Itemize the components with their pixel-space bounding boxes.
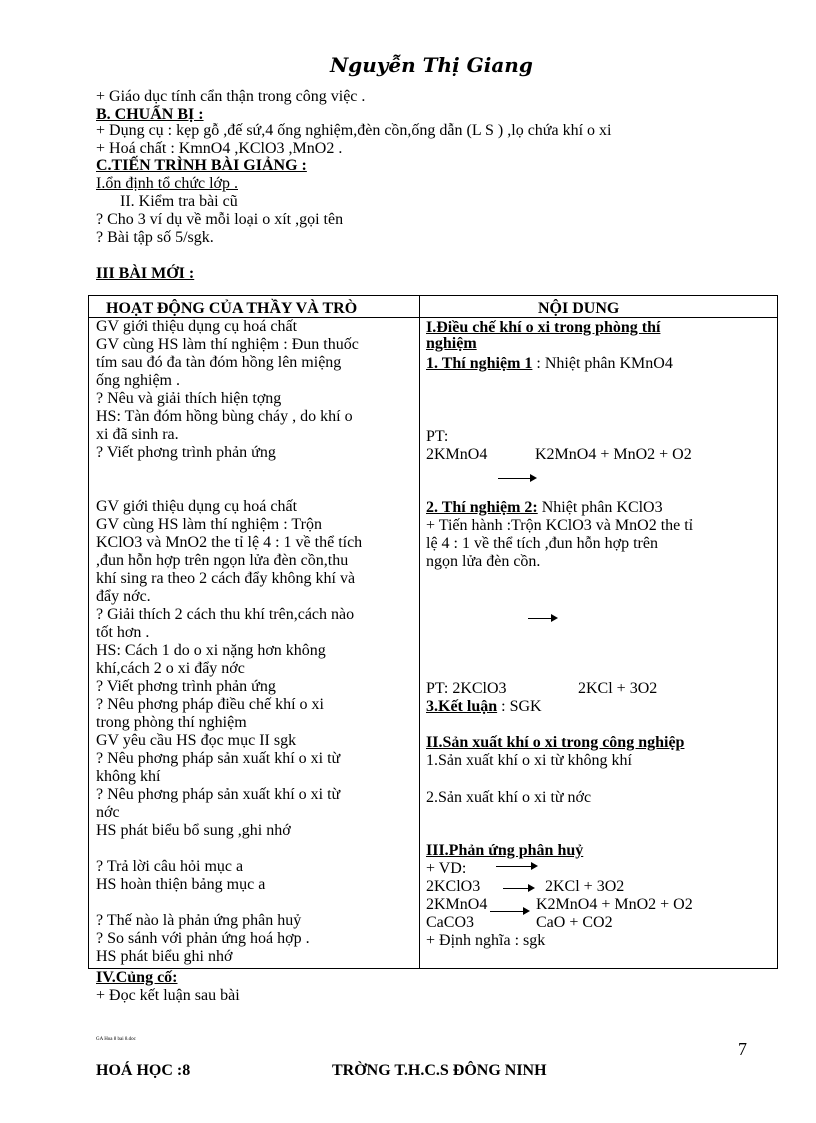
sec3-title: III.Phản ứng phân huỷ [426, 842, 584, 859]
left-line: HS: Tàn đóm hồng bùng cháy , do khí o [96, 408, 353, 425]
left-line: ? Viết phơng trình phản ứng [96, 678, 276, 695]
review-line: + Đọc kết luận sau bài [96, 987, 240, 1004]
reaction-2-right: K2MnO4 + MnO2 + O2 [536, 896, 693, 913]
reaction-2-left: 2KMnO4 [426, 896, 488, 913]
left-line: khí sing ra theo 2 cách đẩy không khí và [96, 570, 356, 587]
page-number: 7 [738, 1039, 747, 1059]
vd-arrow [496, 866, 536, 867]
sec1-title-b: nghiệm [426, 335, 477, 352]
eq1-arrow [498, 478, 535, 479]
reaction-1-left: 2KClO3 [426, 878, 481, 895]
footer-school: TRỜNG T.H.C.S ĐÔNG NINH [332, 1062, 547, 1079]
eq1-right: K2MnO4 + MnO2 + O2 [535, 446, 692, 463]
left-line: trong phòng thí nghiệm [96, 714, 247, 731]
col-right-header: NỘI DUNG [538, 300, 620, 317]
exp2-step-1: + Tiến hành :Trộn KClO3 và MnO2 the tỉ [426, 517, 694, 534]
left-line [96, 894, 362, 912]
left-line: tím sau đó đa tàn đóm hồng lên miệng [96, 354, 342, 371]
section-new-title: III BÀI MỚI : [96, 265, 195, 282]
sec2-item-1: 1.Sản xuất khí o xi từ không khí [426, 752, 632, 769]
left-line: tốt hơn . [96, 624, 150, 641]
left-line: HS: Cách 1 do o xi nặng hơn không [96, 642, 326, 659]
left-line: GV cùng HS làm thí nghiệm : Đun thuốc [96, 336, 359, 353]
exp1-label: 1. Thí nghiệm 1 [426, 355, 533, 372]
pt-label: PT: [426, 428, 449, 445]
left-line: ? Thế nào là phản ứng phân huỷ [96, 912, 302, 929]
reaction-3-left: CaCO3 [426, 914, 474, 931]
question-2: ? Bài tập số 5/sgk. [96, 229, 214, 246]
col-left-header: HOẠT ĐỘNG CỦA THẦY VÀ TRÒ [106, 300, 358, 317]
left-line: ? Nêu phơng pháp điều chế khí o xi [96, 696, 324, 713]
left-line: ? So sánh với phản ứng hoá hợp . [96, 930, 310, 947]
left-line: ống nghiệm . [96, 372, 180, 389]
reaction-1-right: 2KCl + 3O2 [545, 878, 625, 895]
left-line: GV yêu cầu HS đọc mục II sgk [96, 732, 297, 749]
conclusion-line [426, 698, 542, 716]
left-line [96, 462, 362, 480]
exp1-line [426, 355, 673, 373]
tools-line: + Dụng cụ : kẹp gỗ ,đế sứ,4 ống nghiệm,đèn cồn,ống dẫn (L S ) ,lọ chứa khí o xi [96, 122, 612, 139]
exp2-arrow [528, 618, 556, 619]
left-line: xi đã sinh ra. [96, 426, 179, 443]
exp2-label: 2. Thí nghiệm 2: [426, 499, 538, 516]
exp2-text: Nhiệt phân KClO3 [537, 499, 663, 516]
left-line: ? Nêu và giải thích hiện tợng [96, 390, 282, 407]
left-line: đẩy nớc. [96, 588, 151, 605]
section-b-title: B. CHUẨN BỊ : [96, 106, 204, 123]
eq2-left: PT: 2KClO3 [426, 680, 507, 697]
left-line: không khí [96, 768, 161, 785]
left-line: ? Nêu phơng pháp sản xuất khí o xi từ [96, 786, 341, 803]
exp2-step-3: ngọn lửa đèn cồn. [426, 553, 541, 570]
left-line [96, 840, 362, 858]
left-line: khí,cách 2 o xi đẩy nớc [96, 660, 245, 677]
left-line: HS phát biểu ghi nhớ [96, 948, 233, 965]
left-line: GV cùng HS làm thí nghiệm : Trộn [96, 516, 322, 533]
exp2-step-2: lệ 4 : 1 về thể tích ,đun hỗn hợp trên [426, 535, 658, 552]
left-line: GV giới thiệu dụng cụ hoá chất [96, 498, 298, 515]
footer-file-path: GA Hoa 8 bai 8.doc [96, 1037, 136, 1042]
table-divider [419, 295, 420, 968]
left-line: ? Giải thích 2 cách thu khí trên,cách nào [96, 606, 355, 623]
left-line: ,đun hỗn hợp trên ngọn lửa đèn cồn,thu [96, 552, 349, 569]
sec2-title: II.Sản xuất khí o xi trong công nghiệp [426, 734, 685, 751]
reaction-3-right: CaO + CO2 [536, 914, 613, 931]
eq2-right: 2KCl + 3O2 [578, 680, 658, 697]
left-line: ? Nêu phơng pháp sản xuất khí o xi từ [96, 750, 341, 767]
left-line: GV giới thiệu dụng cụ hoá chất [96, 318, 298, 335]
step1: I.ổn định tổ chức lớp . [96, 175, 238, 192]
left-line [96, 480, 362, 498]
footer-subject: HOÁ HỌC :8 [96, 1062, 191, 1079]
left-line: nớc [96, 804, 120, 821]
left-line: HS phát biểu bổ sung ,ghi nhớ [96, 822, 291, 839]
left-line: ? Viết phơng trình phản ứng [96, 444, 276, 461]
chemicals-line: + Hoá chất : KmnO4 ,KClO3 ,MnO2 . [96, 140, 343, 157]
left-line: KClO3 và MnO2 the tỉ lệ 4 : 1 về thể tích [96, 534, 363, 551]
example-label: + VD: [426, 860, 467, 877]
sec1-title-a: I.Điều chế khí o xi trong phòng thí [426, 319, 661, 336]
conclusion-label: 3.Kết luận [426, 698, 498, 715]
left-line: HS hoàn thiện bảng mục a [96, 876, 266, 893]
definition-line: + Định nghĩa : sgk [426, 932, 546, 949]
question-1: ? Cho 3 ví dụ về mỗi loại o xít ,gọi tên [96, 211, 344, 228]
reaction-2-arrow [490, 911, 528, 912]
section-c-title: C.TIẾN TRÌNH BÀI GIẢNG : [96, 157, 307, 174]
sec2-item-2: 2.Sản xuất khí o xi từ nớc [426, 789, 592, 806]
intro-line: + Giáo dục tính cẩn thận trong công việc . [96, 88, 366, 105]
exp1-text: : Nhiệt phân KMnO4 [532, 355, 673, 372]
author-header: Nguyễn Thị Giang [330, 53, 533, 77]
reaction-1-arrow [503, 888, 533, 889]
step2: II. Kiểm tra bài cũ [120, 193, 238, 210]
exp2-line [426, 499, 663, 517]
section-iv-title: IV.Củng cố: [96, 969, 178, 986]
conclusion-text: : SGK [497, 698, 542, 715]
left-column [96, 318, 362, 966]
left-line: ? Trả lời câu hỏi mục a [96, 858, 244, 875]
eq1-left: 2KMnO4 [426, 446, 488, 463]
